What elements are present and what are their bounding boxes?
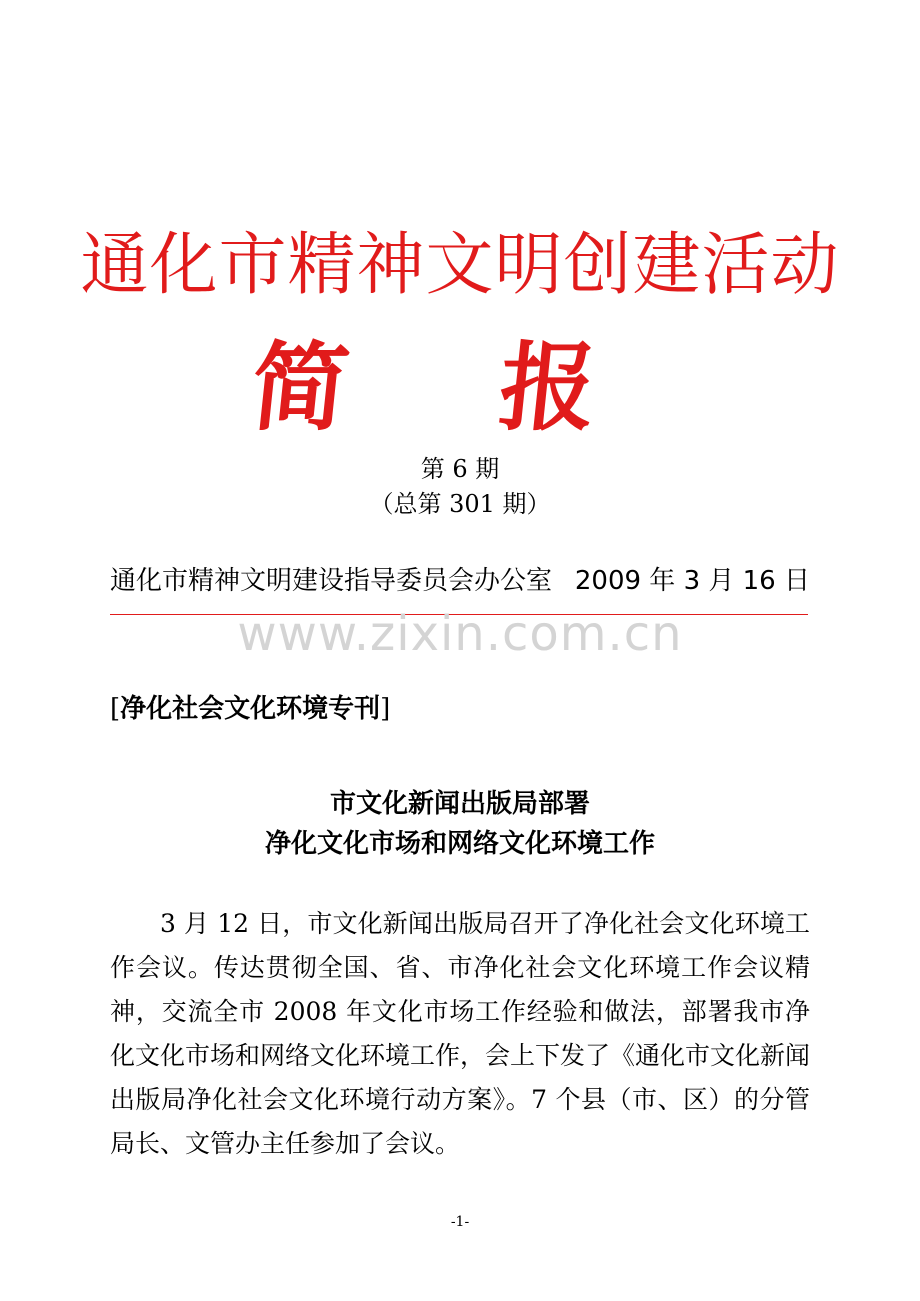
- publisher-office: 通化市精神文明建设指导委员会办公室: [110, 566, 553, 596]
- issue-total: （总第 301 期）: [369, 489, 551, 518]
- issue-number: 第 6 期: [420, 455, 500, 483]
- column-tag-close-bracket: ]: [380, 694, 391, 724]
- column-tag-label: 净化社会文化环境专刊: [120, 694, 381, 724]
- article-headline: [0, 784, 920, 864]
- watermark: www.zixin.com.cn: [237, 606, 683, 662]
- masthead-subtitle-char-bao: 报: [494, 332, 602, 444]
- masthead-subtitle-char-jian: 简: [246, 332, 354, 444]
- page-number: -1-: [450, 1214, 470, 1230]
- article-headline-line-2: 净化文化市场和网络文化环境工作: [264, 829, 655, 859]
- article-body: 3 月 12 日，市文化新闻出版局召开了净化社会文化环境工作会议。传达贯彻全国、省、市净化社会文化环境工作会议精神，交流全市 2008 年文化市场工作经验和做法，部署我市净化文化市场和网络文化环境工作，会上下发了《通化市文化新闻出版局净化社会文化环境行动方案》。7 个县（市、区）的分管局长、文管办主任参加了会议。: [110, 909, 811, 1158]
- publisher-line: [110, 568, 810, 594]
- publish-date: 2009 年 3 月 16 日: [574, 566, 810, 596]
- article-headline-line-1: 市文化新闻出版局部署: [329, 789, 590, 819]
- column-tag: [110, 688, 390, 725]
- masthead-title: 通化市精神文明创建活动: [80, 226, 840, 305]
- issue-info: [0, 452, 920, 522]
- column-tag-open-bracket: [: [110, 694, 121, 724]
- masthead-subtitle: [0, 332, 920, 450]
